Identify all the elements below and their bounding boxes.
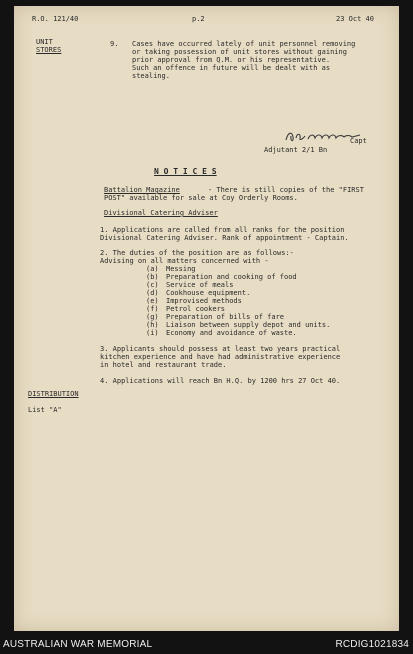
item-9-line: Such an offence in future will be dealt with as xyxy=(132,64,331,72)
duty-text: Petrol cookers xyxy=(166,305,226,313)
header-date: 23 Oct 40 xyxy=(336,15,374,23)
item-9-number: 9. xyxy=(110,40,119,48)
duty-text: Economy and avoidance of waste. xyxy=(166,329,297,337)
header-page: p.2 xyxy=(192,15,205,23)
catering-heading: Divisional Catering Adviser xyxy=(104,209,218,217)
item-9-line: stealing. xyxy=(132,72,170,80)
archive-footer xyxy=(0,633,413,654)
duty-letter: (i) xyxy=(146,329,159,337)
duty-letter: (h) xyxy=(146,321,159,329)
duty-text: Preparation of bills of fare xyxy=(166,313,285,321)
section-heading-unit: UNIT xyxy=(36,38,53,46)
section-heading-stores: STORES xyxy=(36,46,62,54)
signature-rank: Capt xyxy=(350,137,367,145)
duty-text: Service of meals xyxy=(166,281,234,289)
paragraph-3: in hotel and restaurant trade. xyxy=(100,361,227,369)
paragraph-4: 4. Applications will reach Bn H.Q. by 1200 hrs 27 Oct 40. xyxy=(100,377,341,385)
notices-title: N O T I C E S xyxy=(154,167,217,176)
magazine-heading: Battalion Magazine xyxy=(104,186,180,194)
footer-record-id: RCDIG1021834 xyxy=(335,639,409,650)
distribution-list: List "A" xyxy=(28,406,62,414)
paragraph-1: Divisional Catering Adviser. Rank of appointment - Captain. xyxy=(100,234,349,242)
signature-role: Adjutant 2/1 Bn xyxy=(264,146,328,154)
duty-text: Preparation and cooking of food xyxy=(166,273,297,281)
duty-letter: (d) xyxy=(146,289,159,297)
duty-letter: (b) xyxy=(146,273,159,281)
magazine-line: - There is still copies of the "FIRST xyxy=(208,186,364,194)
footer-institution: AUSTRALIAN WAR MEMORIAL xyxy=(3,639,153,650)
paragraph-2: Advising on all matters concerned with - xyxy=(100,257,269,265)
header-ref: R.O. 121/40 xyxy=(32,15,79,23)
duty-text: Cookhouse equipment. xyxy=(166,289,251,297)
paragraph-1: 1. Applications are called from all ranks for the position xyxy=(100,226,345,234)
paragraph-3: kitchen experience and have had administrative experience xyxy=(100,353,341,361)
document-page xyxy=(14,6,399,631)
duty-letter: (f) xyxy=(146,305,159,313)
duty-letter: (g) xyxy=(146,313,159,321)
duty-text: Liaison between supply depot and units. xyxy=(166,321,331,329)
paragraph-3: 3. Applicants should possess at least two years practical xyxy=(100,345,341,353)
duty-text: Improvised methods xyxy=(166,297,242,305)
item-9-line: Cases have occurred lately of unit personnel removing xyxy=(132,40,356,48)
magazine-line: POST" available for sale at Coy Orderly Rooms. xyxy=(104,194,298,202)
duty-text: Messing xyxy=(166,265,196,273)
item-9-line: or taking possession of unit stores without gaining xyxy=(132,48,347,56)
distribution-heading: DISTRIBUTION xyxy=(28,390,79,398)
item-9-line: prior approval from Q.M. or his representative. xyxy=(132,56,331,64)
duty-letter: (a) xyxy=(146,265,159,273)
duty-letter: (e) xyxy=(146,297,159,305)
paragraph-2: 2. The duties of the position are as follows:- xyxy=(100,249,294,257)
duty-letter: (c) xyxy=(146,281,159,289)
